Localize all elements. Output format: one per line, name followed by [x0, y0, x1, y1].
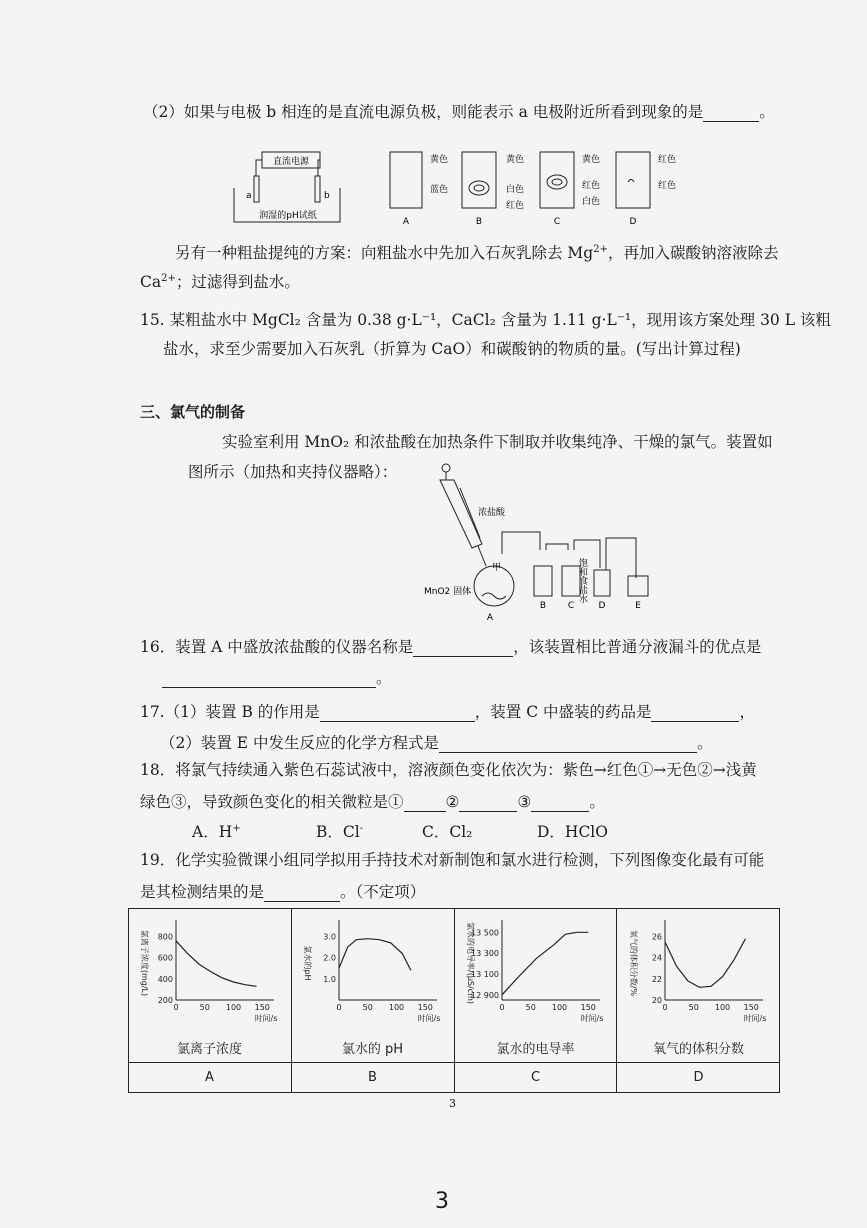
svg-text:白色: 白色 — [582, 197, 601, 207]
x-tick-label: 100 — [551, 1003, 568, 1012]
y-tick-label: 2.0 — [323, 953, 336, 963]
svg-text:黄色: 黄色 — [506, 155, 525, 165]
bottle-b — [534, 566, 552, 596]
x-tick-label: 50 — [688, 1003, 699, 1012]
apparatus-figure — [420, 458, 660, 624]
q15-line1: 15. 某粗盐水中 MgCl₂ 含量为 0.38 g·L⁻¹，CaCl₂ 含量为 1.11 g·L⁻¹，现用该方案处理 30 L 该粗 — [140, 311, 831, 329]
electrode-a — [254, 176, 259, 202]
series-line — [339, 939, 411, 971]
option-c-panel — [540, 152, 600, 227]
answer-blank[interactable] — [404, 795, 446, 812]
x-tick-label: 150 — [254, 1003, 270, 1012]
q15-line2: 盐水，求至少需要加入石灰乳（折算为 CaO）和碳酸钠的物质的量。(写出计算过程) — [163, 340, 741, 358]
electrode-b — [315, 176, 320, 202]
y-tick-label: 200 — [157, 996, 173, 1005]
scheme-line2: $Ca^{2+}$；过滤得到盐水。 — [140, 272, 300, 291]
section-intro-2: 图所示（加热和夹持仪器略）： — [188, 463, 398, 481]
svg-text:C: C — [567, 601, 575, 611]
q18-option-d[interactable]: D．HClO — [537, 823, 608, 841]
option-letter: B — [368, 1070, 377, 1085]
svg-text:MnO2 固体: MnO2 固体 — [424, 587, 472, 597]
svg-text:B: B — [539, 601, 547, 611]
svg-text:黄色: 黄色 — [430, 155, 449, 165]
y-tick-label: 800 — [157, 932, 173, 942]
y-tick-label: 400 — [157, 974, 173, 984]
chart-title: 氧气的体积分数 — [652, 1042, 745, 1057]
y-tick-label: 12 900 — [471, 990, 499, 1000]
chart-title: 氯水的电导率 — [496, 1042, 575, 1057]
y-axis-label: 氧气的体积分数/% — [629, 929, 638, 997]
y-axis-label: 氯离子浓度(mg/L) — [140, 929, 149, 997]
x-tick-label: 150 — [580, 1003, 596, 1012]
svg-text:a: a — [246, 191, 252, 201]
x-axis-label: 时间/s — [417, 1014, 441, 1023]
x-tick-label: 100 — [714, 1003, 731, 1012]
svg-text:红色: 红色 — [582, 181, 601, 191]
answer-blank[interactable] — [703, 105, 759, 122]
x-tick-label: 100 — [225, 1003, 242, 1012]
x-tick-label: 150 — [417, 1003, 433, 1012]
svg-text:C: C — [553, 217, 561, 227]
y-tick-label: 24 — [651, 953, 662, 963]
svg-text:蓝色: 蓝色 — [430, 185, 449, 195]
page-number: 3 — [435, 1189, 449, 1214]
series-line — [502, 932, 588, 995]
q18-line1: 18．将氯气持续通入紫色石蕊试液中，溶液颜色变化依次为：紫色→红色①→无色②→浅黄 — [140, 761, 757, 779]
x-axis-label: 时间/s — [580, 1014, 604, 1023]
svg-text:D: D — [629, 217, 637, 227]
option-d-panel — [616, 152, 676, 227]
y-tick-label: 13 100 — [471, 969, 499, 979]
x-axis-label: 时间/s — [743, 1014, 767, 1023]
svg-text:白色: 白色 — [506, 185, 525, 195]
electrolysis-figure — [230, 148, 677, 228]
svg-text:浓盐酸: 浓盐酸 — [478, 508, 506, 518]
x-tick-label: 0 — [336, 1003, 342, 1012]
option-letter: A — [205, 1070, 214, 1085]
y-tick-label: 20 — [651, 996, 662, 1005]
y-tick-label: 22 — [651, 974, 662, 984]
answer-blank[interactable] — [651, 705, 739, 722]
option-letter: D — [693, 1070, 704, 1085]
chart-title: 氯水的 pH — [341, 1042, 404, 1057]
svg-text:红色: 红色 — [658, 155, 677, 165]
svg-text:润湿的pH试纸: 润湿的pH试纸 — [259, 211, 317, 221]
q16-line1: 16．装置 A 中盛放浓盐酸的仪器名称是 ，该装置相比普通分液漏斗的优点是 — [140, 638, 762, 656]
y-tick-label: 13 300 — [471, 949, 499, 959]
svg-text:E: E — [635, 601, 641, 611]
q18-line2: 绿色③，导致颜色变化的相关微粒是① ② ③ 。 — [140, 793, 605, 811]
answer-blank[interactable] — [162, 671, 376, 688]
q18-option-b[interactable]: B．Cl- — [316, 822, 364, 841]
q19-line1: 19．化学实验微课小组同学拟用手持技术对新制饱和氯水进行检测，下列图像变化最有可能 — [140, 851, 765, 869]
x-tick-label: 100 — [388, 1003, 405, 1012]
x-tick-label: 50 — [525, 1003, 536, 1012]
svg-text:A: A — [486, 613, 494, 623]
y-tick-label: 26 — [651, 932, 662, 942]
page-number-small: 3 — [449, 1097, 456, 1110]
q18-option-a[interactable]: A．H+ — [192, 822, 241, 841]
section-title: 三、氯气的制备 — [140, 403, 246, 421]
option-letter: C — [530, 1070, 541, 1085]
x-tick-label: 0 — [173, 1003, 179, 1012]
answer-blank[interactable] — [264, 885, 340, 902]
y-tick-label: 13 500 — [471, 928, 499, 938]
answer-blank[interactable] — [439, 736, 697, 753]
y-axis-label: 氯水的pH — [303, 945, 312, 981]
y-tick-label: 600 — [157, 953, 173, 963]
q16-line2: 。 — [162, 668, 392, 688]
x-tick-label: 0 — [662, 1003, 668, 1012]
charts-svg — [128, 908, 780, 1094]
q19-line2: 是其检测结果的是 。（不定项） — [140, 883, 426, 901]
option-b-panel — [462, 152, 524, 227]
q-part2: （2）如果与电极 b 相连的是直流电源负极，则能表示 a 电极附近所看到现象的是 。 — [143, 103, 775, 121]
series-line — [665, 939, 746, 988]
q18-option-c[interactable]: C．Cl₂ — [422, 823, 473, 841]
x-tick-label: 50 — [199, 1003, 210, 1012]
svg-text:A: A — [402, 217, 410, 227]
bottle-d — [594, 570, 610, 596]
x-axis-label: 时间/s — [254, 1014, 278, 1023]
svg-text:饱和食盐水: 饱和食盐水 — [577, 558, 587, 603]
svg-text:D: D — [598, 601, 606, 611]
option-a-panel — [390, 152, 448, 227]
svg-text:红色: 红色 — [506, 201, 525, 211]
y-tick-label: 3.0 — [323, 932, 336, 942]
q17-line2: （2）装置 E 中发生反应的化学方程式是 。 — [160, 734, 713, 752]
svg-text:黄色: 黄色 — [582, 155, 601, 165]
beaker-e — [628, 576, 648, 596]
answer-blank[interactable] — [531, 795, 589, 812]
svg-text:甲: 甲 — [492, 563, 502, 573]
q17-line1: 17.（1）装置 B 的作用是 ，装置 C 中盛装的药品是 ， — [140, 703, 755, 721]
y-tick-label: 1.0 — [323, 974, 336, 984]
answer-blank[interactable] — [413, 640, 513, 657]
y-axis-label: 氯水的电导率/(μS/cm) — [466, 922, 475, 1004]
chart-title: 氯离子浓度 — [176, 1042, 243, 1057]
svg-text:b: b — [324, 191, 330, 201]
power-label: 直流电源 — [272, 157, 310, 167]
svg-text:B: B — [475, 217, 483, 227]
answer-blank[interactable] — [320, 705, 475, 722]
section-intro-1: 实验室利用 MnO₂ 和浓盐酸在加热条件下制取并收集纯净、干燥的氯气。装置如 — [222, 433, 773, 451]
x-tick-label: 50 — [362, 1003, 373, 1012]
series-line — [176, 941, 257, 987]
x-tick-label: 0 — [499, 1003, 505, 1012]
scheme-line1: 另有一种粗盐提纯的方案：向粗盐水中先加入石灰乳除去 $Mg^{2+}$，再加入碳酸钠溶液除去 — [175, 243, 779, 262]
x-tick-label: 150 — [743, 1003, 759, 1012]
svg-text:红色: 红色 — [658, 181, 677, 191]
answer-blank[interactable] — [459, 795, 517, 812]
